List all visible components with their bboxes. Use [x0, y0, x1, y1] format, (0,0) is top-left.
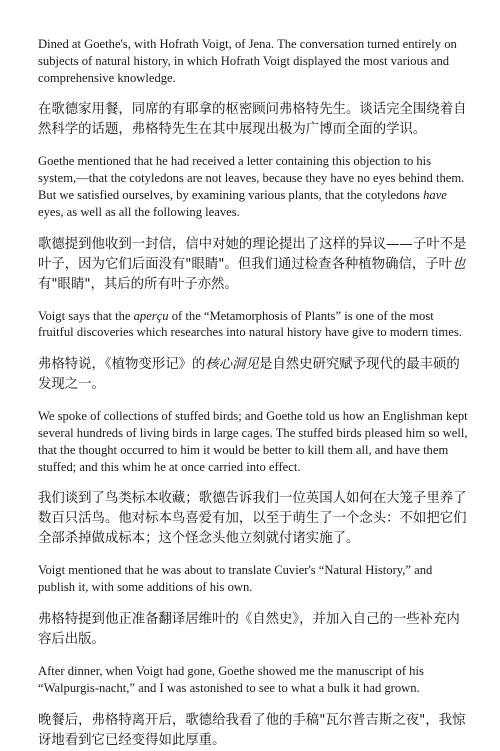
paragraph-zh-birds: 我们谈到了鸟类标本收藏；歌德告诉我们一位英国人如何在大笼子里养了数百只活鸟。他对标本鸟喜爱有加，以至于萌生了一个念头：不如把它们全部杀掉做成标本；这个怪念头他立刻就付诸实施了。	[38, 491, 467, 547]
emphasis-have: have	[423, 187, 447, 202]
paragraph-zh-cuvier: 弗格特提到他正准备翻译居维叶的《自然史》，并加入自己的一些补充内容后出版。	[38, 611, 460, 647]
emphasis-core-insight: 核心洞见	[205, 357, 259, 373]
paragraph-en-cuvier: Voigt mentioned that he was about to translate Cuvier's “Natural History,” and publish it, with some additions of his own.	[38, 563, 433, 595]
paragraph-zh-dinner: 在歌德家用餐，同席的有耶拿的枢密顾问弗格特先生。谈话完全围绕着自然科学的话题，弗格特先生在其中展现出极为广博而全面的学识。	[38, 102, 467, 138]
emphasis-ye: 也	[452, 256, 466, 272]
paragraph-zh-walpurgis: 晚餐后，弗格特离开后，歌德给我看了他的手稿"瓦尔普吉斯之夜"，我惊讶地看到它已经变得如此厚重。	[38, 712, 466, 748]
paragraph-en-apercu: Voigt says that the aperçu of the “Metamorphosis of Plants” is one of the most fruitful discoveries which researches into natural history have give to modern times.	[38, 308, 462, 340]
paragraph-en-walpurgis: After dinner, when Voigt had gone, Goethe showed me the manuscript of his “Walpurgis-nacht,” and I was astonished to see to what a bulk it had grown.	[38, 663, 424, 695]
paragraph-zh-apercu: 弗格特说，《植物变形记》的核心洞见是自然史研究赋予现代的最丰硕的发现之一。	[38, 357, 460, 393]
paragraph-en-birds: We spoke of collections of stuffed birds; and Goethe told us how an Englishman kept several hundreds of living birds in large cages. The stuffed birds pleased him so well, that the thought occurred to him it would be better to kill them all, and have them stuffed; and this whim he at once carried into effect.	[38, 409, 468, 474]
emphasis-apercu: aperçu	[133, 308, 169, 323]
paragraph-en-dinner: Dined at Goethe's, with Hofrath Voigt, of Jena. The conversation turned entirely on subjects of natural history, in which Hofrath Voigt displayed the most various and comprehensive knowledge.	[38, 37, 457, 85]
paragraph-en-cotyledons: Goethe mentioned that he had received a letter containing this objection to his system,—that the cotyledons are not leaves, because they have no eyes behind them. But we satisfied ourselves, by examining various plants, that the cotyledons have eyes, as well as all the following leaves.	[38, 154, 465, 219]
paragraph-zh-cotyledons: 歌德提到他收到一封信，信中对她的理论提出了这样的异议——子叶不是叶子，因为它们后面没有"眼睛"。但我们通过检查各种植物确信，子叶也有"眼睛"，其后的所有叶子亦然。	[38, 236, 467, 292]
